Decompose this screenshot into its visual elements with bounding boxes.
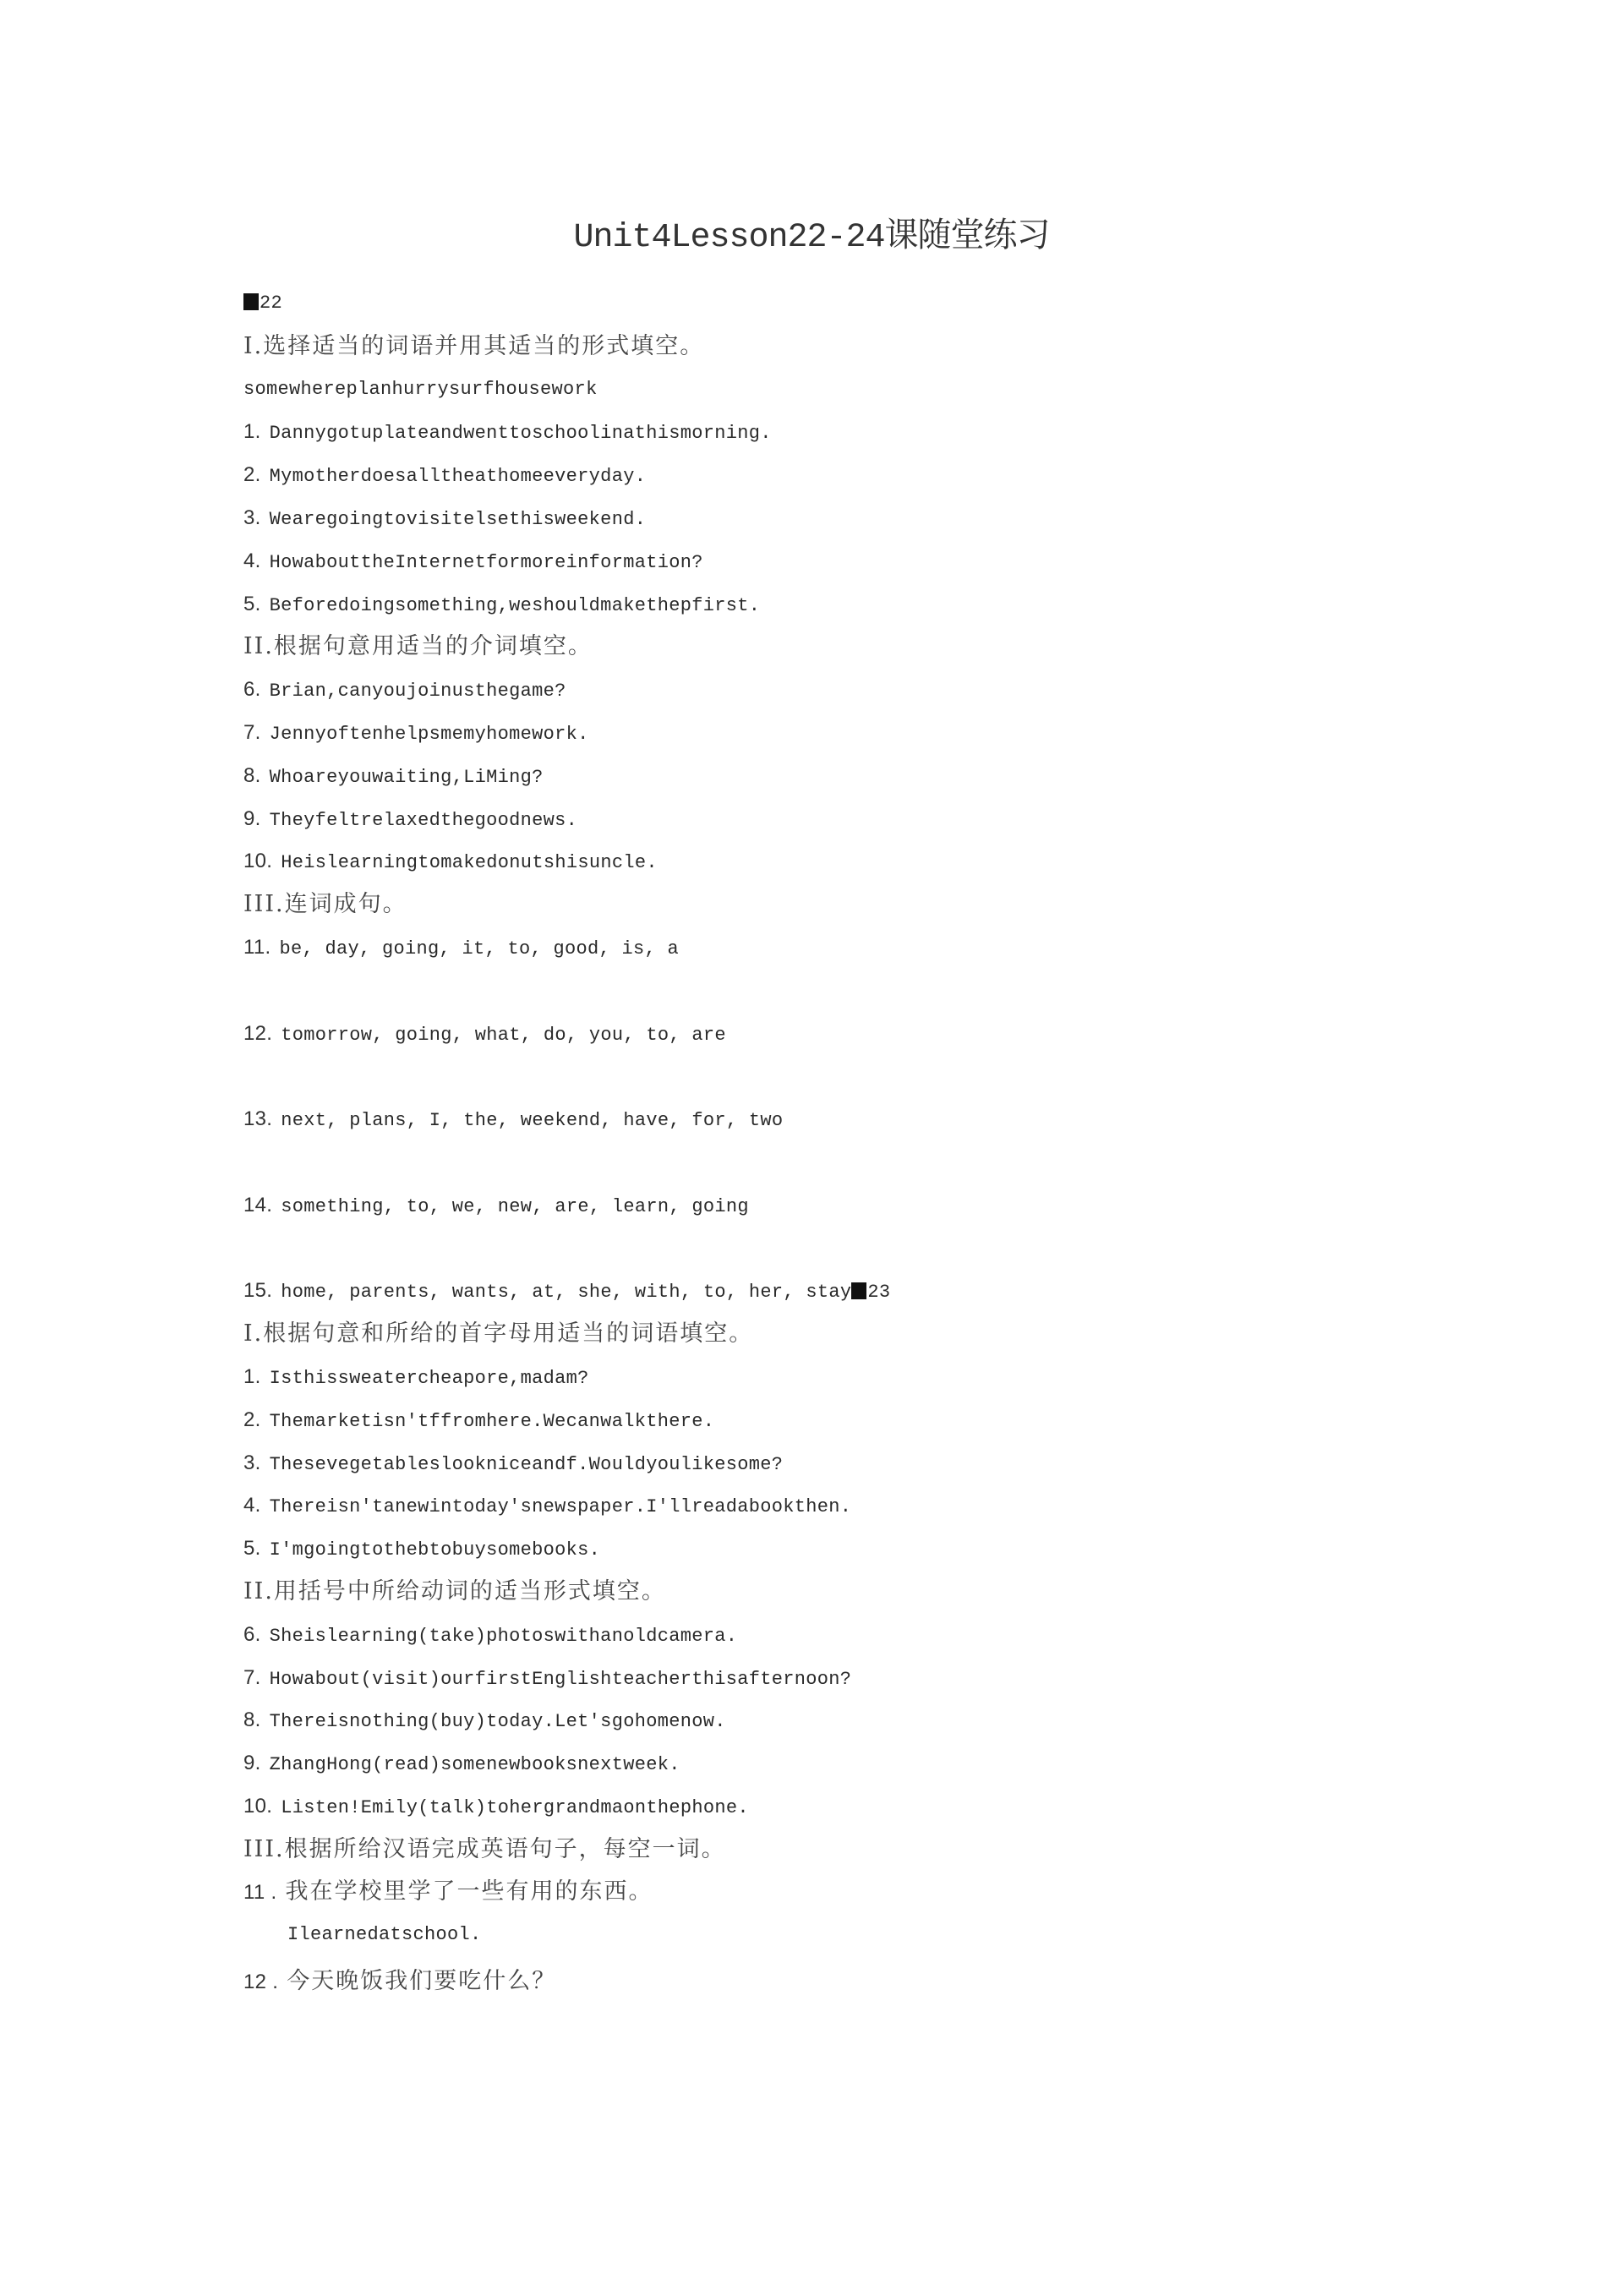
item-number: 8. bbox=[243, 1708, 261, 1732]
section-heading: I.根据句意和所给的首字母用适当的词语填空。 bbox=[243, 1320, 754, 1348]
word-bank: somewhereplanhurrysurfhousework bbox=[243, 378, 598, 400]
item-text: Jennyoftenhelpsmemyhomework. bbox=[269, 723, 589, 745]
section-heading: II.用括号中所给动词的适当形式填空。 bbox=[243, 1577, 666, 1604]
section-heading: III.连词成句。 bbox=[243, 891, 407, 918]
exercise-item bbox=[243, 669, 1511, 712]
exercise-item bbox=[243, 1657, 1511, 1700]
item-text: Dannygotuplateandwenttoschoolinathismorning. bbox=[269, 423, 772, 445]
item-number: 7. bbox=[243, 1665, 261, 1689]
square-bullet-icon bbox=[851, 1282, 866, 1299]
item-text: 我在学校里学了一些有用的东西。 bbox=[285, 1878, 653, 1905]
item-number: 3. bbox=[243, 506, 261, 529]
item-text: Whoareyouwaiting,LiMing? bbox=[269, 766, 544, 788]
exercise-item bbox=[243, 798, 1511, 841]
item-text: Heislearningtomakedonutshisuncle. bbox=[281, 852, 658, 874]
lesson-22-marker bbox=[243, 282, 1511, 325]
exercise-item bbox=[243, 840, 1511, 883]
item-text: next, plans, I, the, weekend, have, for, two bbox=[281, 1110, 784, 1132]
item-number: 3. bbox=[243, 1451, 261, 1474]
exercise-item bbox=[243, 1871, 1511, 1914]
exercise-item bbox=[243, 1399, 1511, 1442]
exercise-item bbox=[243, 1614, 1511, 1657]
item-answer-line: Ilearnedatschool. bbox=[287, 1924, 482, 1946]
exercise-item bbox=[243, 1960, 1511, 2004]
item-number: 11. bbox=[243, 935, 271, 959]
square-bullet-icon bbox=[243, 293, 259, 310]
item-text: I'mgoingtothebtobuysomebooks. bbox=[269, 1539, 601, 1561]
exercise-item bbox=[243, 755, 1511, 798]
item-number: 8. bbox=[243, 763, 261, 787]
section-heading: III.根据所给汉语完成英语句子，每空一词。 bbox=[243, 1835, 726, 1862]
exercise-item bbox=[243, 1442, 1511, 1485]
exercise-item bbox=[243, 1742, 1511, 1785]
item-number: 5. bbox=[243, 1537, 261, 1561]
item-number: 1. bbox=[243, 1364, 261, 1388]
item-number: 6. bbox=[243, 1622, 261, 1646]
exercise-item bbox=[243, 540, 1511, 583]
item-text: Theyfeltrelaxedthegoodnews. bbox=[269, 809, 578, 831]
exercise-item bbox=[243, 712, 1511, 755]
exercise-item bbox=[243, 1013, 1511, 1099]
section-heading: I.选择适当的词语并用其适当的形式填空。 bbox=[243, 332, 705, 359]
item-text: home, parents, wants, at, she, with, to, her, stay bbox=[281, 1282, 852, 1304]
lesson-23-marker: 23 bbox=[867, 1282, 891, 1304]
item-number: 1. bbox=[243, 420, 261, 444]
exercise-item bbox=[243, 1098, 1511, 1184]
exercise-item bbox=[243, 1356, 1511, 1399]
item-text: 今天晚饭我们要吃什么？ bbox=[287, 1968, 557, 1995]
lesson-number: 22 bbox=[260, 292, 283, 314]
item-text: tomorrow, going, what, do, you, to, are bbox=[281, 1024, 726, 1046]
exercise-item bbox=[243, 497, 1511, 540]
document-body bbox=[243, 282, 1511, 2004]
item-number: 5. bbox=[243, 592, 261, 615]
item-number: 14. bbox=[243, 1193, 273, 1216]
item-number: 2. bbox=[243, 463, 261, 487]
item-text: something, to, we, new, are, learn, going bbox=[281, 1195, 749, 1217]
exercise-item bbox=[243, 927, 1511, 1013]
exercise-item bbox=[243, 1184, 1511, 1271]
item-number: 9. bbox=[243, 1752, 261, 1775]
item-text: Wearegoingtovisitelsethisweekend. bbox=[269, 508, 647, 530]
exercise-item bbox=[243, 583, 1511, 626]
exercise-item bbox=[243, 411, 1511, 454]
item-number: 10. bbox=[243, 1794, 273, 1818]
item-number: 9. bbox=[243, 806, 261, 830]
item-number: 6. bbox=[243, 678, 261, 702]
item-text: Howabout(visit)ourfirstEnglishteacherthisafternoon? bbox=[269, 1668, 852, 1690]
exercise-item bbox=[243, 1785, 1511, 1829]
item-number: 10. bbox=[243, 850, 273, 873]
item-text: Mymotherdoesalltheathomeeveryday. bbox=[269, 466, 647, 488]
item-text: Sheislearning(take)photoswithanoldcamera. bbox=[269, 1625, 738, 1647]
item-text: Thereisnothing(buy)today.Let'sgohomenow. bbox=[269, 1711, 726, 1733]
item-text: HowabouttheInternetformoreinformation? bbox=[269, 551, 703, 573]
item-number: 12. bbox=[243, 1021, 273, 1045]
item-number: 4. bbox=[243, 549, 261, 572]
item-number: 2. bbox=[243, 1408, 261, 1431]
item-text: Beforedoingsomething,weshouldmakethepfirst. bbox=[269, 594, 761, 616]
exercise-item bbox=[243, 1528, 1511, 1571]
item-number: 12 . bbox=[243, 1971, 279, 1994]
exercise-item bbox=[243, 1270, 1511, 1313]
item-text: Listen!Emily(talk)tohergrandmaonthephone. bbox=[281, 1796, 749, 1818]
exercise-item bbox=[243, 1699, 1511, 1742]
item-text: Thereisn'tanewintoday'snewspaper.I'llreadabookthen. bbox=[269, 1496, 852, 1518]
exercise-item bbox=[243, 454, 1511, 497]
page-title: Unit4Lesson22-24课随堂练习 bbox=[573, 219, 1050, 257]
item-number: 7. bbox=[243, 720, 261, 744]
item-text: Isthissweatercheapore,madam? bbox=[269, 1367, 589, 1389]
item-number: 11 . bbox=[243, 1881, 277, 1905]
item-number: 4. bbox=[243, 1494, 261, 1517]
item-text: be, day, going, it, to, good, is, a bbox=[279, 938, 680, 959]
item-number: 13. bbox=[243, 1107, 273, 1131]
item-text: Thesevegetableslookniceandf.Wouldyoulikesome? bbox=[269, 1453, 784, 1475]
item-text: ZhangHong(read)somenewbooksnextweek. bbox=[269, 1754, 680, 1776]
item-text: Brian,canyoujoinusthegame? bbox=[269, 681, 566, 702]
item-number: 15. bbox=[243, 1279, 273, 1303]
section-heading: II.根据句意用适当的介词填空。 bbox=[243, 633, 593, 660]
exercise-item bbox=[243, 1484, 1511, 1528]
item-text: Themarketisn'tffromhere.Wecanwalkthere. bbox=[269, 1410, 715, 1432]
